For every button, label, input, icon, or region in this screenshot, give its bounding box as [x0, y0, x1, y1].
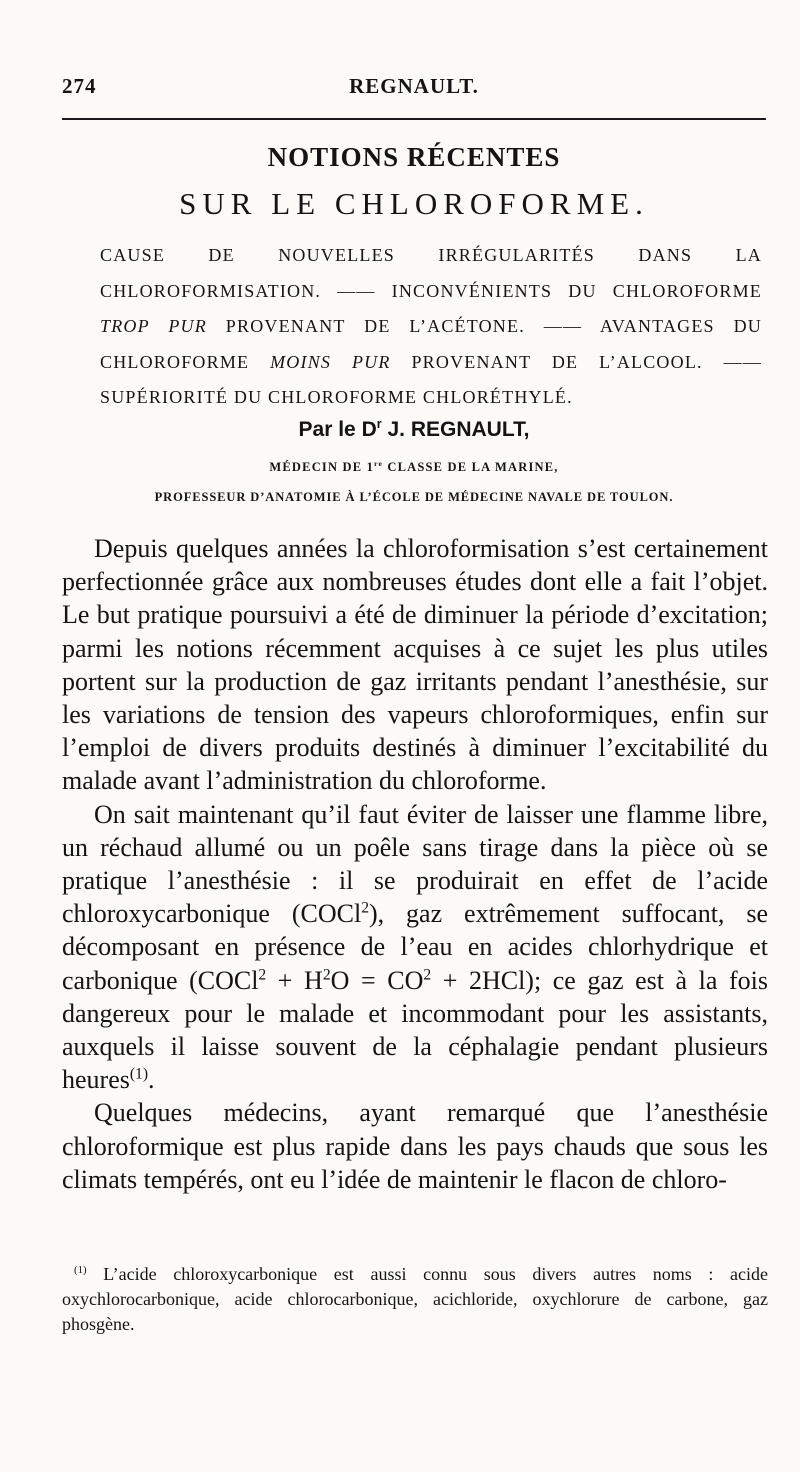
paragraph-2 [62, 798, 768, 1097]
summary-part2: PROVENANT DE L’ACÉTONE. —— AVANTAGES DU CHLOROFORME [100, 316, 763, 372]
affil1-a: MÉDECIN DE 1 [269, 460, 375, 474]
p2-a: On sait maintenant qu’il faut éviter de laisser une flamme libre, un réchaud allumé ou un poêle sans tirage dans la pièce où se pratique l’anesthésie : il se produirait en effet de l’acide chloroxycarbonique (COCl [62, 799, 768, 929]
p2-f: . [148, 1065, 155, 1095]
running-head [62, 74, 766, 108]
p2-e: + 2HCl); ce gaz est à la fois dangereux pour le malade et incommodant pour les assistants, auxquels il laisse souvent de la céphalagie pendant plusieurs heures [62, 965, 768, 1095]
footnote-marker: (1) [74, 1264, 87, 1276]
summary-part1: CAUSE DE NOUVELLES IRRÉGULARITÉS DANS LA CHLOROFORMISATION. —— INCONVÉNIENTS DU CHLOROFORME [100, 245, 762, 301]
running-title: REGNAULT. [349, 74, 479, 98]
formula-superscript: 2 [423, 965, 432, 983]
author-name: J. REGNAULT, [381, 418, 530, 441]
article-title-line1: NOTIONS RÉCENTES [267, 142, 561, 172]
formula-superscript: 2 [361, 899, 369, 917]
affil1-b: CLASSE DE LA MARINE, [383, 460, 559, 474]
affil1-sup: re [374, 458, 384, 468]
summary-trop-pur: TROP PUR [100, 316, 207, 336]
page-number: 274 [62, 74, 97, 98]
p2-b: ), gaz extrêmement suffocant, se décomposant en présence de l’eau en acides chlorhydrique et carbonique (COCl [62, 899, 768, 995]
summary-moins-pur: MOINS PUR [270, 351, 391, 372]
author-affiliation-2: PROFESSEUR D’ANATOMIE À L’ÉCOLE DE MÉDECINE NAVALE DE TOULON. [154, 490, 674, 504]
p2-c: + H [266, 965, 323, 995]
author-prefix: Par le D [298, 418, 377, 441]
footnote-reference[interactable]: (1) [129, 1065, 149, 1083]
paragraph-1: Depuis quelques années la chloroformisation s’est certainement perfectionnée grâce aux nombreuses études dont elle a fait l’objet. Le but pratique poursuivi a été de diminuer la période d’excitation; parmi les notions récemment acquises à ce sujet les plus utiles portent sur la production de gaz irritants pendant l’anesthésie, sur les variations de tension des vapeurs chloroformiques, enfin sur l’emploi de divers produits destinés à diminuer l’excitabilité du malade avant l’administration du chloroforme. [62, 534, 768, 796]
footnote [62, 1262, 768, 1337]
formula-superscript: 2 [322, 965, 331, 983]
article-title-line2: SUR LE CHLOROFORME. [179, 186, 649, 221]
summary-part3: PROVENANT DE L’ALCOOL. —— SUPÉRIORITÉ DU CHLOROFORME CHLORÉTHYLÉ. [100, 351, 762, 407]
article-summary [100, 238, 762, 416]
body-text [62, 532, 768, 1196]
formula-superscript: 2 [258, 965, 267, 983]
footnote-text: L’acide chloroxycarbonique est aussi connu sous divers autres noms : acide oxychlorocarbonique, acide chlorocarbonique, acichloride, oxychlorure de carbone, gaz phosgène. [62, 1264, 768, 1334]
p2-d: O = CO [330, 965, 424, 995]
author-sup: r [376, 417, 382, 431]
author-line [62, 418, 766, 442]
header-rule [62, 118, 766, 120]
paragraph-3: Quelques médecins, ayant remarqué que l’anesthésie chloroformique est plus rapide dans les pays chauds que sous les climats tempérés, ont eu l’idée de maintenir le flacon de chloro- [62, 1098, 768, 1194]
author-affiliation-1 [62, 460, 766, 475]
